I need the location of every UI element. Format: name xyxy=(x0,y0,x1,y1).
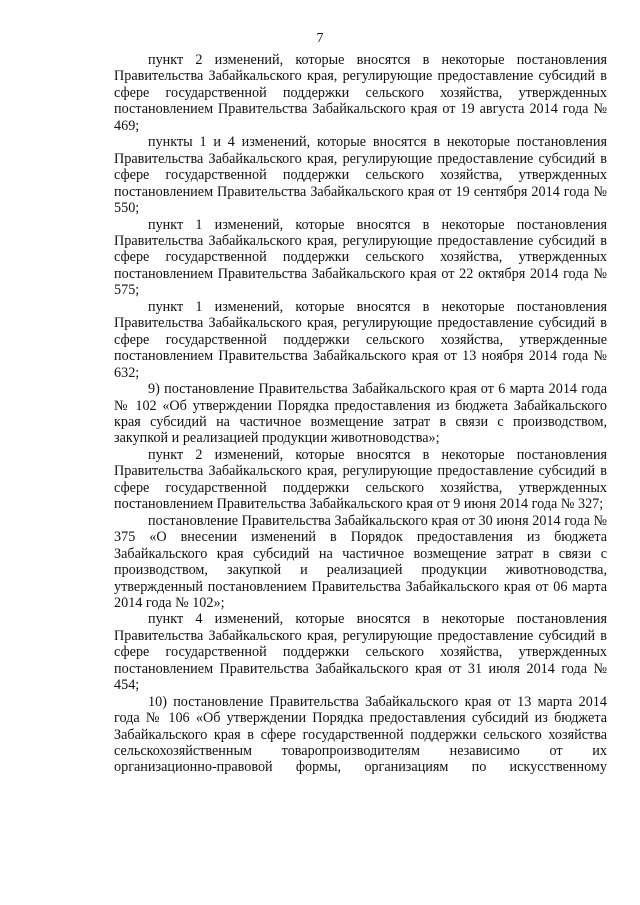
paragraph-5: 9) постановление Правительства Забайкальского края от 6 марта 2014 года № 102 «Об утверждении Порядка предоставления из бюджета Забайкальского края субсидий на частичное возмещение затрат в связи с производством, закупкой и реализацией продукции животноводства»; xyxy=(114,381,607,447)
paragraph-2: пункты 1 и 4 изменений, которые вносятся в некоторые постановления Правительства Забайкальского края, регулирующие предоставление субсидий в сфере государственной поддержки сельского хозяйства, утвержденных постановлением Правительства Забайкальского края от 19 сентября 2014 года № 550; xyxy=(114,134,607,217)
paragraph-9: 10) постановление Правительства Забайкальского края от 13 марта 2014 года № 106 «Об утверждении Порядка предоставления субсидий из бюджета Забайкальского края в сфере государственной поддержки сельского хозяйства сельскохозяйственным товаропроизводителям независимо от их организационно-правовой формы, организациям по искусственному xyxy=(114,693,607,776)
paragraph-6: пункт 2 изменений, которые вносятся в некоторые постановления Правительства Забайкальского края, регулирующие предоставление субсидий в сфере государственной поддержки сельского хозяйства, утвержденных постановлением Правительства Забайкальского края от 9 июня 2014 года № 327; xyxy=(114,446,607,513)
document-body xyxy=(114,52,607,776)
page-number: 7 xyxy=(316,31,324,46)
paragraph-7: постановление Правительства Забайкальского края от 30 июня 2014 года № 375 «О внесении изменений в Порядок предоставления из бюджета Забайкальского края субсидий на частичное возмещение затрат в связи с производством, закупкой и реализацией продукции животноводства, утвержденный постановлением Правительства Забайкальского края от 06 марта 2014 года № 102»; xyxy=(114,512,607,611)
paragraph-1: пункт 2 изменений, которые вносятся в некоторые постановления Правительства Забайкальского края, регулирующие предоставление субсидий в сфере государственной поддержки сельского хозяйства, утвержденных постановлением Правительства Забайкальского края от 19 августа 2014 года № 469; xyxy=(114,52,607,134)
paragraph-4: пункт 1 изменений, которые вносятся в некоторые постановления Правительства Забайкальского края, регулирующие предоставление субсидий в сфере государственной поддержки сельского хозяйства, утвержденные постановлением Правительства Забайкальского края от 13 ноября 2014 года № 632; xyxy=(114,298,607,381)
paragraph-3: пункт 1 изменений, которые вносятся в некоторые постановления Правительства Забайкальского края, регулирующие предоставление субсидий в сфере государственной поддержки сельского хозяйства, утвержденных постановлением Правительства Забайкальского края от 22 октября 2014 года № 575; xyxy=(114,216,607,299)
paragraph-8: пункт 4 изменений, которые вносятся в некоторые постановления Правительства Забайкальского края, регулирующие предоставление субсидий в сфере государственной поддержки сельского хозяйства, утвержденных постановлением Правительства Забайкальского края от 31 июля 2014 года № 454; xyxy=(114,611,607,694)
